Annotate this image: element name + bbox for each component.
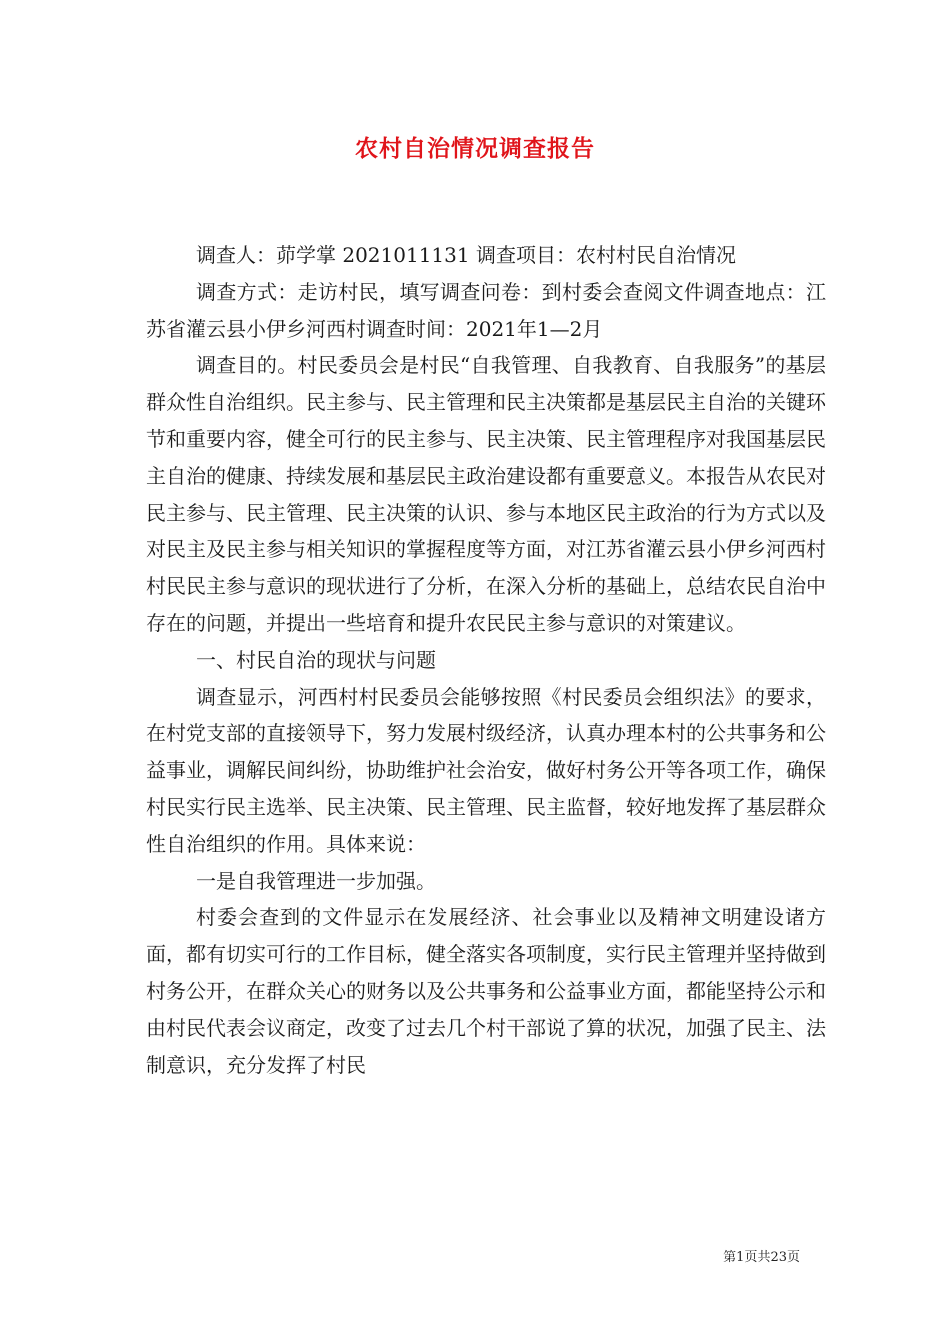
page-number: 第1页共23页 [723,1250,800,1265]
paragraph-point-1: 一是自我管理进一步加强。 [196,868,436,893]
section-heading-1: 一、村民自治的现状与问题 [196,647,436,672]
paragraph-survey-findings: 调查显示，河西村村民委员会能够按照《村民委员会组织法》的要求，在村党支部的直接领导下，努力发展村级经济，认真办理本村的公共事务和公益事业，调解民间纠纷，协助维护社会治安，做好村务公开等各项工作，确保村民实行民主选举、民主决策、民主管理、民主监督，较好地发挥了基层群众性自治组织的作用。具体来说： [146,684,826,856]
paragraph-investigator: 调查人：茆学掌 2021011131 调查项目：农村村民自治情况 [196,243,736,267]
paragraph-village-committee: 村委会查到的文件显示在发展经济、社会事业以及精神文明建设诸方面，都有切实可行的工作目标，健全落实各项制度，实行民主管理并坚持做到村务公开，在群众关心的财务以及公共事务和公益事业方面，都能坚持公示和由村民代表会议商定，改变了过去几个村干部说了算的状况，加强了民主、法制意识，充分发挥了村民 [146,905,826,1077]
document-title: 农村自治情况调查报告 [355,135,595,162]
document-body [146,237,826,1083]
paragraph-method: 调查方式：走访村民，填写调查问卷：到村委会查阅文件调查地点：江苏省灌云县小伊乡河西村调查时间：2021年1—2月 [146,279,826,341]
paragraph-purpose: 调查目的。村民委员会是村民“自我管理、自我教育、自我服务”的基层群众性自治组织。民主参与、民主管理和民主决策都是基层民主自治的关键环节和重要内容，健全可行的民主参与、民主决策、民主管理程序对我国基层民主自治的健康、持续发展和基层民主政治建设都有重要意义。本报告从农民对民主参与、民主管理、民主决策的认识、参与本地区民主政治的行为方式以及对民主及民主参与相关知识的掌握程度等方面，对江苏省灌云县小伊乡河西村村民民主参与意识的现状进行了分析，在深入分析的基础上，总结农民自治中存在的问题，并提出一些培育和提升农民民主参与意识的对策建议。 [146,353,826,635]
